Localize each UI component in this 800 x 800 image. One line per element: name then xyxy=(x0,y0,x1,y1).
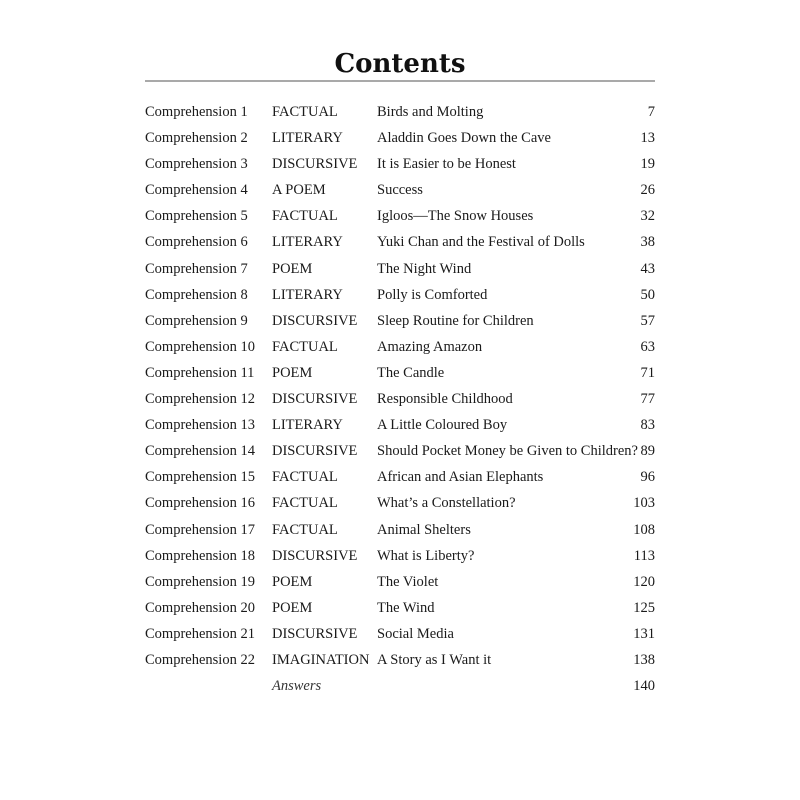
toc-entry-page: 63 xyxy=(640,338,655,355)
toc-entry[interactable] xyxy=(145,151,655,177)
toc-entry-page: 71 xyxy=(640,364,655,381)
table-of-contents xyxy=(145,99,655,699)
toc-entry-label: Comprehension 16 xyxy=(145,495,255,512)
toc-entry-page: 7 xyxy=(647,104,655,120)
toc-entry-label: Comprehension 13 xyxy=(145,417,255,434)
toc-entry-page: 120 xyxy=(633,573,655,590)
toc-entry-title: African and Asian Elephants xyxy=(377,469,544,486)
toc-entry-type: IMAGINATION xyxy=(272,651,370,668)
toc-entry-title: A Little Coloured Boy xyxy=(377,417,508,434)
toc-entry-title: Success xyxy=(377,182,423,199)
toc-entry-page: 125 xyxy=(633,599,655,616)
toc-entry-page: 19 xyxy=(640,156,655,173)
toc-entry[interactable] xyxy=(145,256,655,282)
toc-entry-label: Comprehension 17 xyxy=(145,521,255,538)
toc-entry-label: Comprehension 12 xyxy=(145,391,255,408)
title-divider xyxy=(145,80,655,82)
toc-entry-type: LITERARY xyxy=(272,286,343,303)
toc-entry-type: DISCURSIVE xyxy=(272,312,358,329)
toc-entry-type: DISCURSIVE xyxy=(272,443,358,460)
toc-answers-label: Answers xyxy=(272,678,322,695)
toc-entry-title: What is Liberty? xyxy=(377,547,475,564)
toc-entry-type: FACTUAL xyxy=(272,495,338,512)
toc-entry-title: Birds and Molting xyxy=(377,104,484,120)
toc-entry[interactable] xyxy=(145,99,655,125)
toc-entry-title: Should Pocket Money be Given to Children? xyxy=(377,443,638,460)
toc-entry-title: It is Easier to be Honest xyxy=(377,156,516,173)
toc-entry[interactable] xyxy=(145,517,655,543)
toc-entry-page: 96 xyxy=(640,469,655,486)
toc-entry-label: Comprehension 11 xyxy=(145,364,255,381)
toc-entry[interactable] xyxy=(145,386,655,412)
toc-entry[interactable] xyxy=(145,125,655,151)
toc-entry-page: 57 xyxy=(640,312,655,329)
toc-entry-label: Comprehension 7 xyxy=(145,260,248,277)
toc-entry-title: Sleep Routine for Children xyxy=(377,312,534,329)
toc-entry-title: A Story as I Want it xyxy=(377,651,492,668)
toc-entry-page: 13 xyxy=(640,130,655,147)
toc-entry-label: Comprehension 4 xyxy=(145,182,248,199)
toc-entry-type: POEM xyxy=(272,260,313,277)
toc-entry-type: DISCURSIVE xyxy=(272,547,358,564)
toc-entry-page: 38 xyxy=(640,234,655,251)
toc-entry-page: 83 xyxy=(640,417,655,434)
toc-entry[interactable] xyxy=(145,621,655,647)
toc-entry-title: What’s a Constellation? xyxy=(377,495,516,512)
toc-entry[interactable] xyxy=(145,334,655,360)
toc-entry-type: FACTUAL xyxy=(272,338,338,355)
toc-entry-title: The Wind xyxy=(377,599,435,616)
toc-entry-label: Comprehension 8 xyxy=(145,286,248,303)
toc-entry-title: Igloos—The Snow Houses xyxy=(377,208,534,225)
toc-entry-label: Comprehension 5 xyxy=(145,208,248,225)
toc-entry[interactable] xyxy=(145,412,655,438)
toc-entry-type: A POEM xyxy=(272,182,326,199)
toc-entry-title: The Night Wind xyxy=(377,260,472,277)
toc-entry-page: 26 xyxy=(640,182,655,199)
toc-entry[interactable] xyxy=(145,647,655,673)
toc-entry-page: 89 xyxy=(640,443,655,460)
toc-entry-title: The Candle xyxy=(377,364,445,381)
toc-entry-title: The Violet xyxy=(377,573,439,590)
toc-entry-label: Comprehension 22 xyxy=(145,651,255,668)
toc-entry-label: Comprehension 21 xyxy=(145,625,255,642)
toc-entry-page: 50 xyxy=(640,286,655,303)
toc-entry[interactable] xyxy=(145,490,655,516)
toc-entry-title: Animal Shelters xyxy=(377,521,471,538)
toc-entry-type: POEM xyxy=(272,573,313,590)
toc-entry[interactable] xyxy=(145,360,655,386)
toc-entry-type: DISCURSIVE xyxy=(272,156,358,173)
toc-entry-type: FACTUAL xyxy=(272,208,338,225)
toc-entry-page: 113 xyxy=(633,547,655,564)
toc-entry[interactable] xyxy=(145,203,655,229)
toc-entry-type: LITERARY xyxy=(272,234,343,251)
toc-entry-page: 108 xyxy=(633,521,655,538)
page-title: Contents xyxy=(334,49,466,79)
toc-entry[interactable] xyxy=(145,177,655,203)
toc-answers-page: 140 xyxy=(633,678,655,695)
toc-entry-label: Comprehension 2 xyxy=(145,130,248,147)
toc-entry-title: Polly is Comforted xyxy=(377,286,488,303)
toc-entry[interactable] xyxy=(145,438,655,464)
toc-entry-page: 32 xyxy=(640,208,655,225)
toc-entry-title: Yuki Chan and the Festival of Dolls xyxy=(377,234,585,251)
toc-entry[interactable] xyxy=(145,543,655,569)
toc-entry-label: Comprehension 14 xyxy=(145,443,255,460)
toc-entry-title: Aladdin Goes Down the Cave xyxy=(377,130,551,147)
toc-entry-type: FACTUAL xyxy=(272,469,338,486)
toc-entry-page: 131 xyxy=(633,625,655,642)
toc-answers-entry[interactable] xyxy=(145,673,655,699)
toc-entry-type: DISCURSIVE xyxy=(272,391,358,408)
toc-entry[interactable] xyxy=(145,464,655,490)
toc-entry-label: Comprehension 20 xyxy=(145,599,255,616)
toc-entry[interactable] xyxy=(145,282,655,308)
toc-entry-page: 43 xyxy=(640,260,655,277)
toc-entry[interactable] xyxy=(145,595,655,621)
toc-entry-label: Comprehension 15 xyxy=(145,469,255,486)
toc-entry[interactable] xyxy=(145,569,655,595)
toc-entry[interactable] xyxy=(145,308,655,334)
toc-entry-type: DISCURSIVE xyxy=(272,625,358,642)
toc-entry-title: Social Media xyxy=(377,625,454,642)
toc-entry-type: LITERARY xyxy=(272,417,343,434)
toc-entry[interactable] xyxy=(145,229,655,255)
toc-entry-label: Comprehension 10 xyxy=(145,338,255,355)
toc-entry-type: FACTUAL xyxy=(272,104,338,120)
toc-entry-label: Comprehension 1 xyxy=(145,104,248,120)
toc-entry-label: Comprehension 19 xyxy=(145,573,255,590)
toc-entry-title: Amazing Amazon xyxy=(377,338,483,355)
toc-entry-type: LITERARY xyxy=(272,130,343,147)
toc-entry-page: 77 xyxy=(640,391,655,408)
toc-entry-label: Comprehension 3 xyxy=(145,156,248,173)
toc-entry-label: Comprehension 9 xyxy=(145,312,248,329)
toc-entry-page: 103 xyxy=(633,495,655,512)
toc-entry-page: 138 xyxy=(633,651,655,668)
toc-entry-label: Comprehension 18 xyxy=(145,547,255,564)
toc-entry-type: FACTUAL xyxy=(272,521,338,538)
toc-entry-type: POEM xyxy=(272,599,313,616)
toc-entry-title: Responsible Childhood xyxy=(377,391,513,408)
toc-entry-label: Comprehension 6 xyxy=(145,234,248,251)
toc-entry-type: POEM xyxy=(272,364,313,381)
